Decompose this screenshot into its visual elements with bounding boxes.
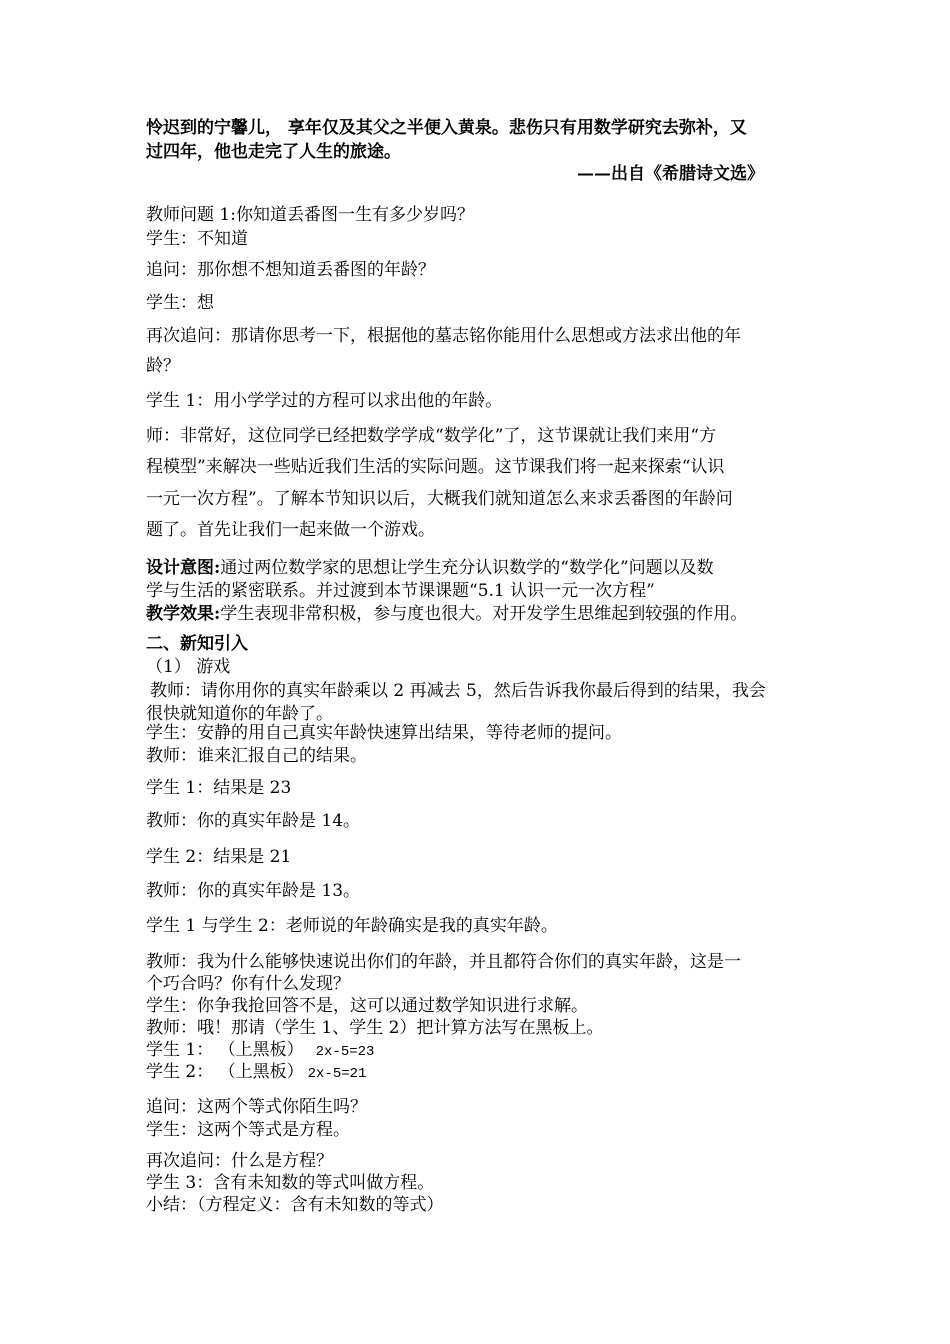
design-intent-label: 设计意图:	[146, 558, 221, 578]
dialogue-line: 学生 2：结果是 21	[146, 847, 292, 867]
board-equation-2: 2x-5=21	[307, 1066, 367, 1082]
dialogue-line: 再次追问：那请你思考一下，根据他的墓志铭你能用什么思想或方法求出他的年	[146, 326, 741, 346]
dialogue-line: 再次追问：什么是方程？	[146, 1151, 333, 1171]
board-equation-1: 2x-5=23	[315, 1044, 375, 1060]
design-intent-text-2: 学与生活的紧密联系。并过渡到本节课课题“5.1 认识一元一次方程”	[146, 581, 655, 601]
dialogue-line: 学生 1：用小学学过的方程可以求出他的年龄。	[146, 391, 503, 411]
dialogue-line: 题了。首先让我们一起来做一个游戏。	[146, 520, 435, 540]
dialogue-line: 教师：请你用你的真实年龄乘以 2 再减去 5，然后告诉我你最后得到的结果，我会	[150, 681, 766, 701]
dialogue-line: 师：非常好，这位同学已经把数学学成“数学化”了，这节课就让我们来用“方	[146, 426, 717, 446]
board-student-2-label: 学生 2： （上黑板）	[146, 1062, 304, 1082]
board-student-1-label: 学生 1： （上黑板）	[146, 1040, 304, 1060]
teaching-effect-label: 教学效果:	[146, 604, 221, 624]
section-subheading: （1） 游戏	[146, 657, 231, 677]
dialogue-line: 教师：你的真实年龄是 13。	[146, 881, 361, 901]
dialogue-line: 个巧合吗？你有什么发现？	[146, 974, 350, 994]
dialogue-line: 教师问题 1:你知道丢番图一生有多少岁吗？	[146, 205, 474, 225]
board-line-2	[146, 1061, 366, 1085]
dialogue-line: 学生 3：含有未知数的等式叫做方程。	[146, 1173, 435, 1193]
dialogue-line: 很快就知道你的年龄了。	[146, 704, 333, 724]
dialogue-line: 学生：这两个等式是方程。	[146, 1120, 350, 1140]
summary-line: 小结：（方程定义：含有未知数的等式）	[146, 1195, 444, 1215]
dialogue-line: 学生：安静的用自己真实年龄快速算出结果，等待老师的提问。	[146, 723, 622, 743]
dialogue-line: 追问：这两个等式你陌生吗？	[146, 1097, 367, 1117]
dialogue-line: 教师：哦！那请（学生 1、学生 2）把计算方法写在黑板上。	[146, 1018, 604, 1038]
dialogue-line: 学生 1：结果是 23	[146, 778, 292, 798]
board-line-1	[146, 1039, 374, 1063]
dialogue-line: 学生：你争我抢回答不是，这可以通过数学知识进行求解。	[146, 996, 588, 1016]
design-intent-text-1: 通过两位数学家的思想让学生充分认识数学的“数学化”问题以及数	[220, 558, 714, 578]
dialogue-line: 程模型”来解决一些贴近我们生活的实际问题。这节课我们将一起来探索“认识	[146, 457, 725, 477]
dialogue-line: 学生 1 与学生 2：老师说的年龄确实是我的真实年龄。	[146, 916, 558, 936]
dialogue-line: 教师：你的真实年龄是 14。	[146, 811, 361, 831]
section-heading: 二、新知引入	[146, 634, 248, 654]
dialogue-line: 追问：那你想不想知道丢番图的年龄？	[146, 260, 435, 280]
epitaph-line-1: 怜迟到的宁馨儿， 享年仅及其父之半便入黄泉。悲伤只有用数学研究去弥补，又	[146, 118, 747, 138]
dialogue-line: 学生：不知道	[146, 229, 248, 249]
dialogue-line: 教师：谁来汇报自己的结果。	[146, 746, 367, 766]
epitaph-source: ——出自《希腊诗文选》	[577, 164, 764, 184]
dialogue-line: 学生：想	[146, 293, 214, 313]
dialogue-line: 一元一次方程”。了解本节知识以后，大概我们就知道怎么来求丢番图的年龄问	[146, 489, 733, 509]
dialogue-line: 龄？	[146, 356, 180, 376]
dialogue-line: 教师：我为什么能够快速说出你们的年龄，并且都符合你们的真实年龄，这是一	[146, 952, 741, 972]
teaching-effect-text: 学生表现非常积极，参与度也很大。对开发学生思维起到较强的作用。	[220, 604, 748, 624]
design-intent-line-1	[146, 557, 714, 579]
teaching-effect	[146, 603, 747, 625]
epitaph-line-2: 过四年，他也走完了人生的旅途。	[146, 142, 401, 162]
